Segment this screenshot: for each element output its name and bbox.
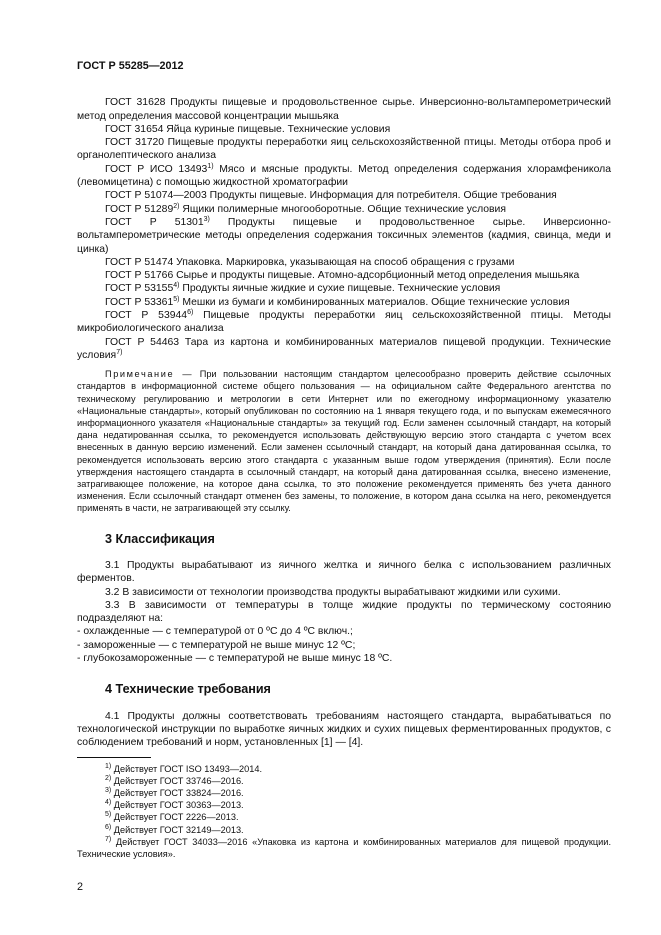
footnote-marker: 7) — [116, 348, 123, 356]
reference-item: ГОСТ Р 53944$^{6)}$ Пищевые продукты переработки яиц сельскохозяйственной птицы. Методы микробиологического анализа — [77, 309, 611, 335]
list-item: - глубокозамороженные — с температурой не выше минус 18 ºС. — [77, 653, 393, 665]
footnote: $^{4)}$ Действует ГОСТ 30363—2013. — [105, 799, 244, 811]
list-item: - охлажденные — с температурой от 0 ºС до 4 ºС включ.; — [77, 626, 353, 638]
reference-item: ГОСТ Р 53361$^{5)}$ Мешки из бумаги и комбинированных материалов. Общие технические условия — [105, 295, 570, 308]
reference-item: ГОСТ Р 53155$^{4)}$ Продукты яичные жидкие и сухие пищевые. Технические условия — [105, 282, 501, 295]
reference-item: ГОСТ 31654 Яйца куриные пищевые. Технические условия — [105, 123, 391, 135]
note-text: При пользовании настоящим стандартом целесообразно проверить действие ссылочных стандартов в информационной системе общего пользования — на официальном сайте Федерального агентства по техническому регулированию и метрологии в сети Интернет или по ежегодному информационному указателю «Национальные стандарты», который опубликован по состоянию на 1 января текущего года, и по выпускам ежемесячного информационного указателя «Национальные стандарты» за текущий год. Если заменен ссылочный стандарт, на который дана недатированная ссылка, то рекомендуется использовать действующую версию этого стандарта с учетом всех внесенных в данную версию изменений. Если заменен ссылочный стандарт, на который дана датированная ссылка, то рекомендуется использовать версию этого стандарта с указанным выше годом утверждения (принятия). Если после утверждения настоящего стандарта в ссылочный стандарт, на который дана датированная ссылка, внесено изменение, затрагивающее положение, на которое дана ссылка, то это положение рекомендуется применять без учета данного изменения. Если ссылочный стандарт отменен без замены, то положение, в котором дана ссылка на него, рекомендуется применять в части, не затрагивающей эту ссылку. — [77, 369, 611, 514]
footnotes — [77, 763, 611, 861]
note-label: Примечание — — [105, 369, 194, 380]
paragraph-3-1: 3.1 Продукты вырабатывают из яичного желтка и яичного белка с использованием различных ферментов. — [77, 559, 611, 585]
footnote-marker: 1) — [207, 162, 214, 170]
footnote-marker: 6) — [187, 309, 194, 317]
reference-item: ГОСТ 31720 Пищевые продукты переработки яиц сельскохозяйственной птицы. Методы отбора проб и органолептического анализа — [77, 137, 611, 162]
list-item: - замороженные — с температурой не выше минус 12 ºС; — [77, 639, 356, 651]
references-list — [77, 96, 611, 362]
reference-item: ГОСТ Р 51474 Упаковка. Маркировка, указывающая на способ обращения с грузами — [105, 256, 515, 268]
footnote-marker: 5) — [173, 295, 180, 303]
reference-item: ГОСТ 31628 Продукты пищевые и продовольственное сырье. Инверсионно-вольтамперометрический метод определения массовой концентрации мышьяка — [77, 97, 611, 122]
note-paragraph — [77, 368, 611, 514]
footnote-marker: 3) — [203, 215, 210, 223]
reference-item: ГОСТ Р 51766 Сырье и продукты пищевые. Атомно-адсорбционный метод определения мышьяка — [105, 270, 580, 282]
paragraph-3-3: 3.3 В зависимости от температуры в толще жидкие продукты по термическому состоянию подразделяют на: — [77, 599, 611, 625]
section-3-title: 3 Классификация — [105, 531, 215, 546]
footnote: $^{2)}$ Действует ГОСТ 33746—2016. — [105, 774, 244, 786]
reference-item: ГОСТ Р 51074—2003 Продукты пищевые. Информация для потребителя. Общие требования — [105, 190, 557, 202]
footnote: $^{5)}$ Действует ГОСТ 2226—2013. — [105, 811, 239, 823]
paragraph-4-1: 4.1 Продукты должны соответствовать требованиям настоящего стандарта, вырабатываться по технологической инструкции по выработке яичных жидких и сухих пищевых ферментированных продуктов, с соблюдением требований и норм, установленных [1] — [4]. — [77, 710, 611, 749]
footnote-divider — [77, 757, 151, 758]
footnote: $^{6)}$ Действует ГОСТ 32149—2013. — [105, 823, 244, 835]
reference-item: ГОСТ Р 54463 Тара из картона и комбинированных материалов пищевой продукции. Технические условия$^{7)}$ — [77, 336, 611, 361]
reference-item: ГОСТ Р ИСО 13493$^{1)}$ Мясо и мясные продукты. Метод определения содержания хлорамфеникола (левомицетина) с помощью жидкостной хроматографии — [77, 162, 611, 189]
footnote-marker: 4) — [173, 282, 180, 290]
footnote: $^{3)}$ Действует ГОСТ 33824—2016. — [105, 786, 244, 798]
reference-item: ГОСТ Р 51289$^{2)}$ Ящики полимерные многооборотные. Общие технические условия — [105, 202, 506, 215]
page-header: ГОСТ Р 55285—2012 — [77, 60, 184, 72]
page-number: 2 — [77, 881, 84, 893]
reference-item: ГОСТ Р 51301$^{3)}$ Продукты пищевые и продовольственное сырье. Инверсионно-вольтамперометрические методы определения содержания токсичных элементов (кадмия, свинца, меди и цинка) — [77, 215, 612, 255]
section-4-title: 4 Технические требования — [105, 682, 271, 697]
paragraph-3-2: 3.2 В зависимости от технологии производства продукты вырабатывают жидкими или сухими. — [105, 586, 561, 598]
footnote: $^{1)}$ Действует ГОСТ ISO 13493—2014. — [105, 762, 262, 774]
footnote: $^{7)}$ Действует ГОСТ 34033—2016 «Упаковка из картона и комбинированных материалов для пищевой продукции. Технические условия». — [77, 835, 611, 859]
footnote-marker: 2) — [173, 202, 180, 210]
